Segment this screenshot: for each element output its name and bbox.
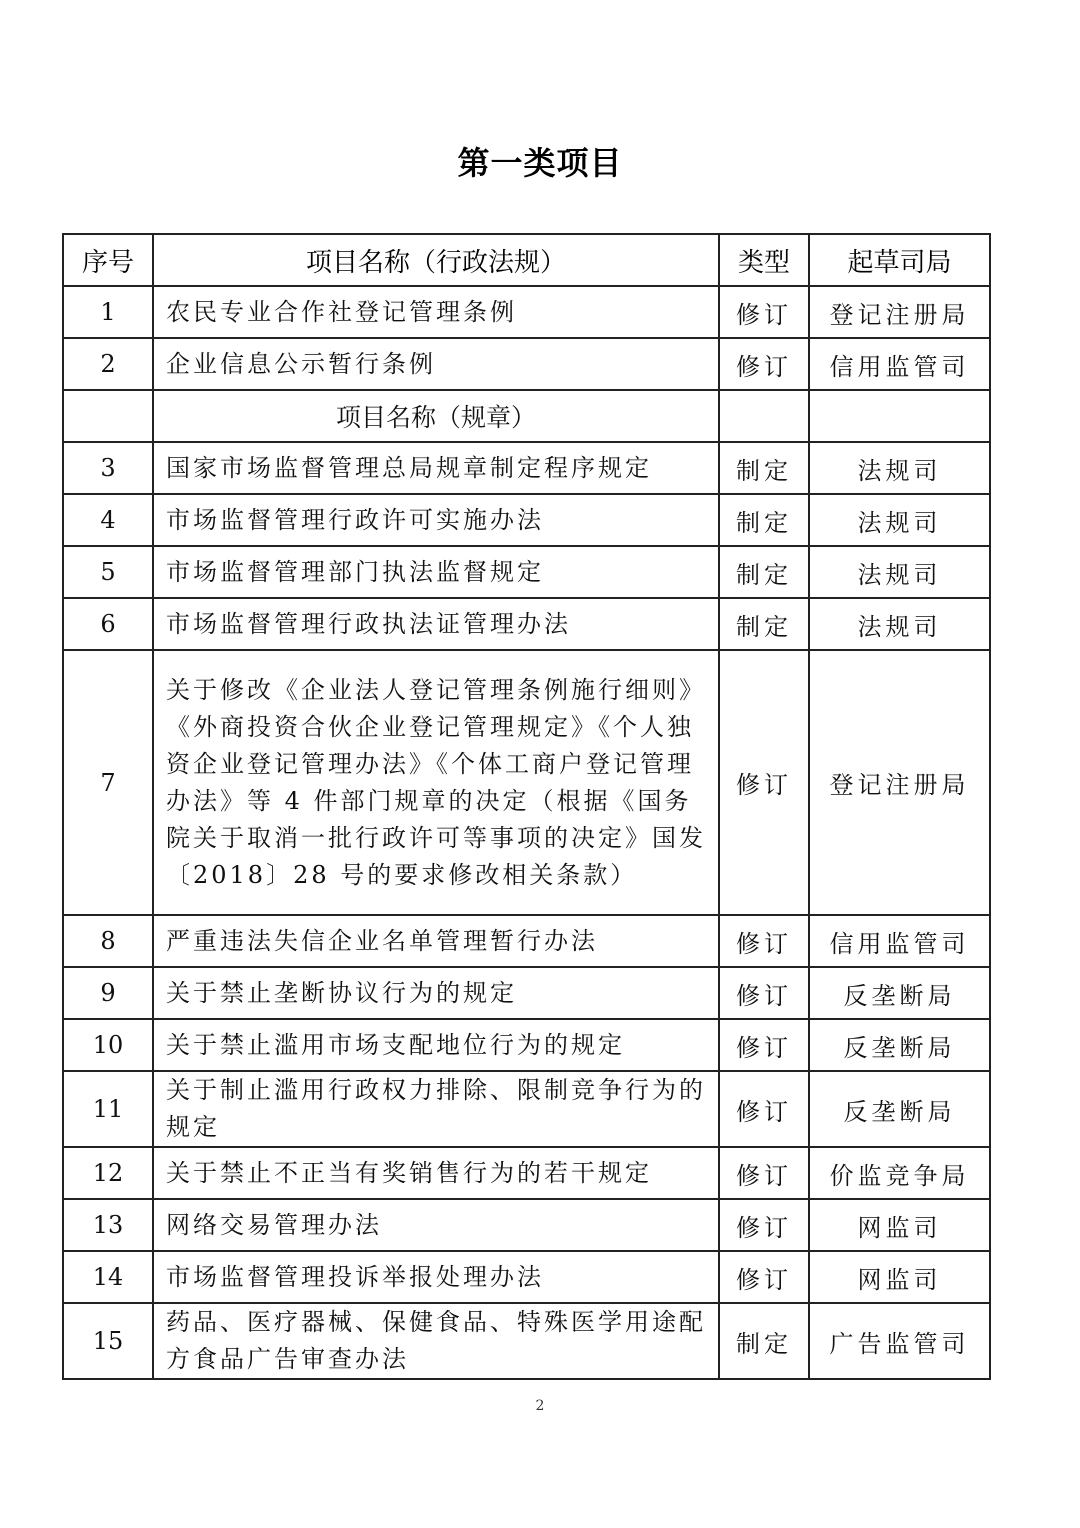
row-type: 修订 [719,915,809,967]
row-dept: 反垄断局 [809,1071,990,1147]
row-no: 14 [63,1251,153,1303]
table-header-row [63,234,990,286]
row-name: 网络交易管理办法 [153,1199,719,1251]
row-name: 市场监督管理行政许可实施办法 [153,494,719,546]
row-dept: 登记注册局 [809,286,990,338]
table-row [63,650,990,915]
header-name: 项目名称（行政法规） [153,234,719,286]
section-header-rules: 项目名称（规章） [153,390,719,442]
row-no: 8 [63,915,153,967]
row-no: 13 [63,1199,153,1251]
row-type: 修订 [719,1071,809,1147]
row-no: 7 [63,650,153,915]
row-type: 修订 [719,1019,809,1071]
page-title: 第一类项目 [457,144,623,182]
row-type: 制定 [719,598,809,650]
row-type: 修订 [719,650,809,915]
row-dept: 反垄断局 [809,967,990,1019]
project-table [62,233,991,1380]
row-type: 修订 [719,1251,809,1303]
row-no: 11 [63,1071,153,1147]
row-no: 4 [63,494,153,546]
table-row [63,338,990,390]
header-dept: 起草司局 [809,234,990,286]
row-name: 市场监督管理投诉举报处理办法 [153,1251,719,1303]
table-row [63,286,990,338]
row-name: 关于禁止滥用市场支配地位行为的规定 [153,1019,719,1071]
row-type: 修订 [719,1147,809,1199]
row-dept: 网监司 [809,1199,990,1251]
table-row [63,1071,990,1147]
row-type: 制定 [719,442,809,494]
header-no: 序号 [63,234,153,286]
row-name: 严重违法失信企业名单管理暂行办法 [153,915,719,967]
table-row [63,915,990,967]
table-row [63,494,990,546]
row-name: 市场监督管理部门执法监督规定 [153,546,719,598]
row-type: 修订 [719,967,809,1019]
row-dept: 法规司 [809,494,990,546]
row-no: 9 [63,967,153,1019]
row-no: 3 [63,442,153,494]
row-dept: 信用监管司 [809,338,990,390]
row-no: 10 [63,1019,153,1071]
section-header-row [63,390,990,442]
row-type: 制定 [719,546,809,598]
row-name: 市场监督管理行政执法证管理办法 [153,598,719,650]
row-type: 修订 [719,338,809,390]
row-no: 12 [63,1147,153,1199]
table-row [63,1199,990,1251]
row-no: 5 [63,546,153,598]
table-row [63,546,990,598]
page-number: 2 [535,1398,545,1414]
row-dept: 信用监管司 [809,915,990,967]
table-row [63,598,990,650]
table-row [63,1251,990,1303]
row-type: 修订 [719,286,809,338]
row-type: 制定 [719,1303,809,1379]
row-name: 国家市场监督管理总局规章制定程序规定 [153,442,719,494]
row-name: 药品、医疗器械、保健食品、特殊医学用途配方食品广告审查办法 [153,1303,719,1379]
row-name: 关于禁止不正当有奖销售行为的若干规定 [153,1147,719,1199]
row-name: 企业信息公示暂行条例 [153,338,719,390]
row-name: 农民专业合作社登记管理条例 [153,286,719,338]
table-row [63,1019,990,1071]
row-name: 关于制止滥用行政权力排除、限制竞争行为的规定 [153,1071,719,1147]
table-row [63,442,990,494]
row-dept: 价监竞争局 [809,1147,990,1199]
row-type: 制定 [719,494,809,546]
row-name: 关于禁止垄断协议行为的规定 [153,967,719,1019]
row-dept: 法规司 [809,442,990,494]
header-type: 类型 [719,234,809,286]
row-dept: 法规司 [809,546,990,598]
row-dept: 广告监管司 [809,1303,990,1379]
row-no: 15 [63,1303,153,1379]
row-no: 2 [63,338,153,390]
row-dept: 登记注册局 [809,650,990,915]
table-row [63,1147,990,1199]
row-no: 1 [63,286,153,338]
row-dept: 法规司 [809,598,990,650]
row-no: 6 [63,598,153,650]
row-dept: 网监司 [809,1251,990,1303]
table-row [63,1303,990,1379]
row-name: 关于修改《企业法人登记管理条例施行细则》《外商投资合伙企业登记管理规定》《个人独资企业登记管理办法》《个体工商户登记管理办法》等 4 件部门规章的决定（根据《国务院关于取消一批行政许可等事项的决定》国发〔2018〕28 号的要求修改相关条款） [153,650,719,915]
row-type: 修订 [719,1199,809,1251]
table-row [63,967,990,1019]
row-dept: 反垄断局 [809,1019,990,1071]
